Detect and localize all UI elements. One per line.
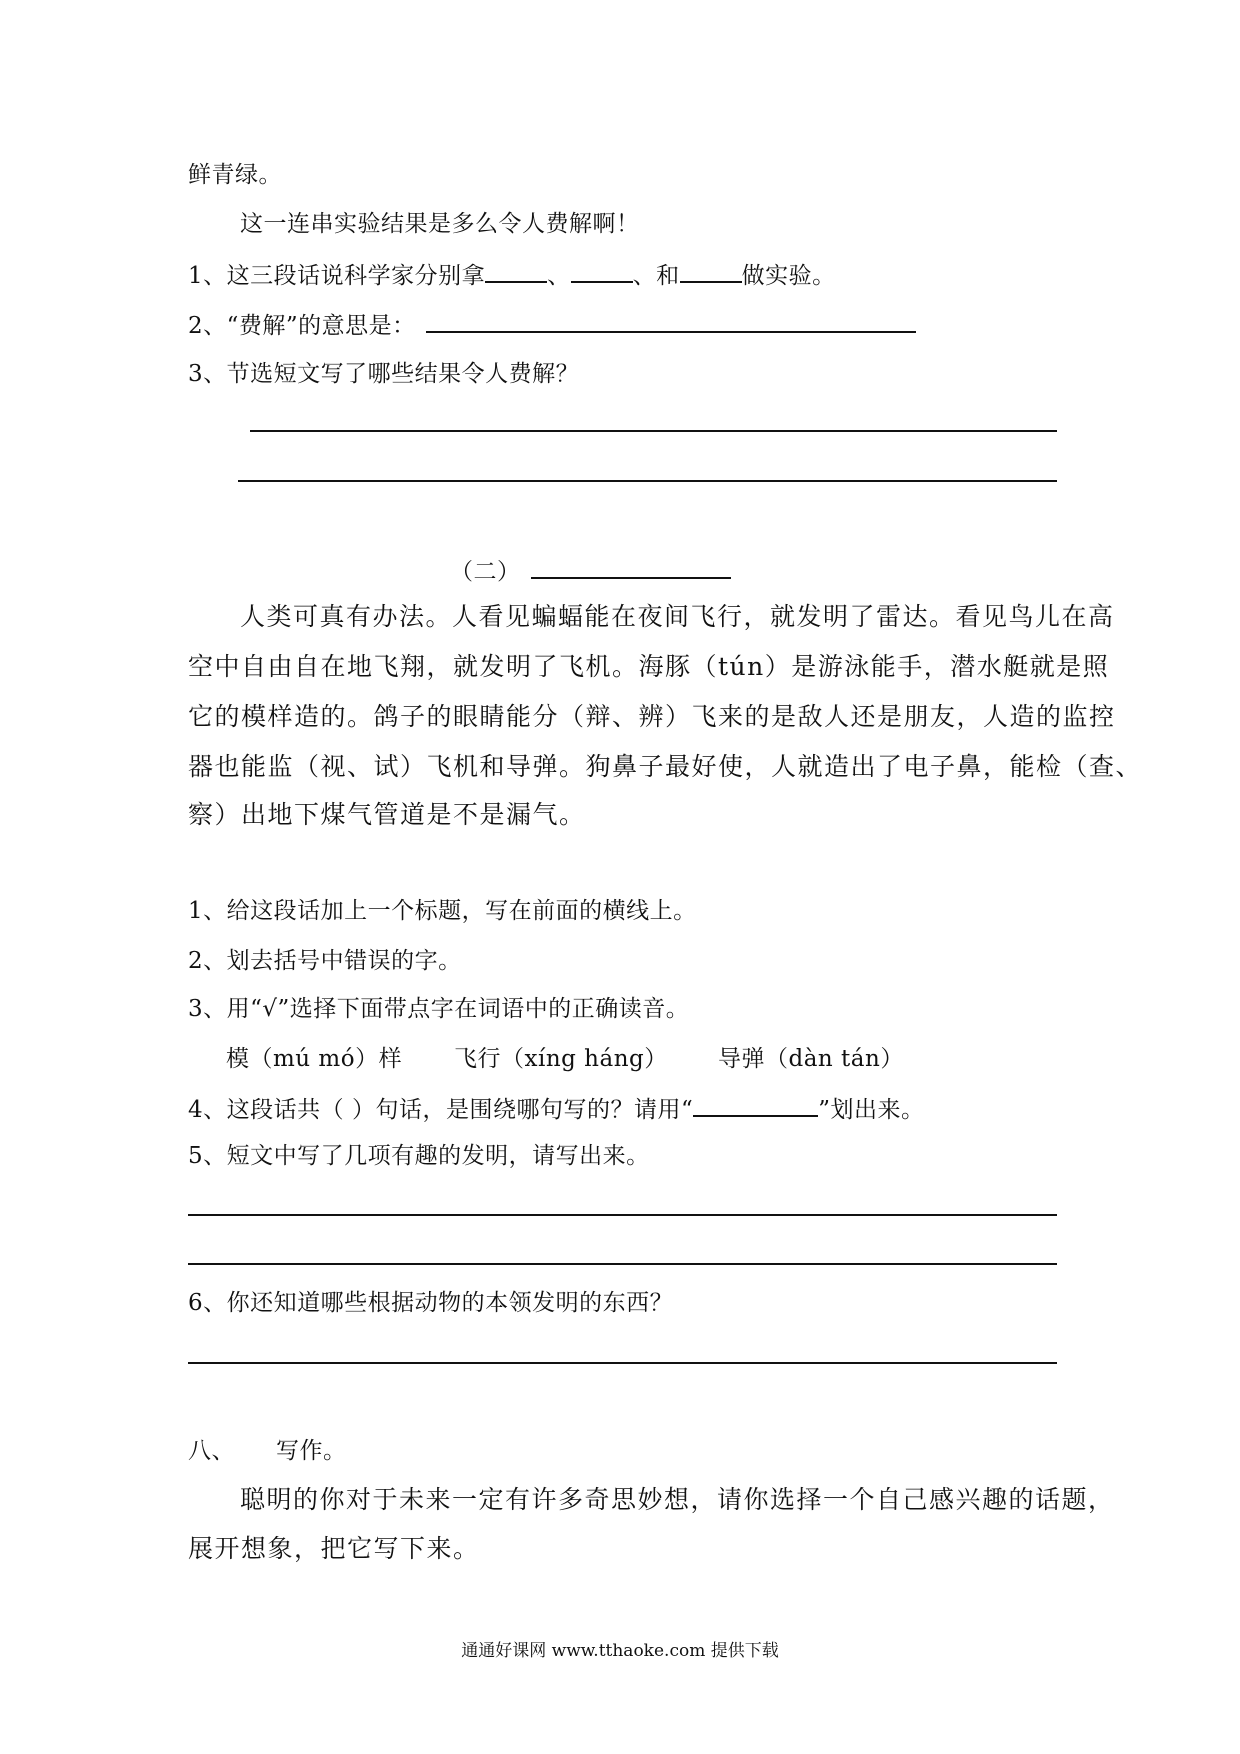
section3-number: 八、 xyxy=(188,1438,235,1464)
question-3: 3、节选短文写了哪些结果令人费解？ xyxy=(188,361,580,387)
separator: 、 xyxy=(547,263,571,289)
writing-prompt: 聪明的你对于未来一定有许多奇思妙想，请你选择一个自己感兴趣的话题， xyxy=(240,1485,1115,1514)
footer-text: 通通好课网 www.tthaoke.com 提供下载 xyxy=(461,1641,779,1661)
answer-blank[interactable] xyxy=(426,309,916,333)
separator: 、和 xyxy=(632,263,680,289)
question-1-tail: 做实验。 xyxy=(741,263,836,289)
answer-line[interactable] xyxy=(188,1263,1057,1265)
question-5: 5、短文中写了几项有趣的发明，请写出来。 xyxy=(188,1143,650,1169)
section3-title: 写作。 xyxy=(276,1438,347,1464)
passage-line: 察）出地下煤气管道是不是漏气。 xyxy=(188,800,586,829)
question-2: 2、划去括号中错误的字。 xyxy=(188,948,462,974)
answer-line[interactable] xyxy=(188,1362,1057,1364)
question-1 xyxy=(188,259,836,291)
underline-sample xyxy=(693,1093,818,1117)
question-4-tail: ”划出来。 xyxy=(818,1097,925,1123)
passage-line: 空中自由自在地飞翔，就发明了飞机。海豚（tún）是游泳能手，潜水艇就是照 xyxy=(188,652,1110,681)
answer-blank[interactable] xyxy=(485,259,547,283)
section2-heading xyxy=(450,555,731,587)
question-2-text: 2、“费解”的意思是： xyxy=(188,313,416,339)
question-4-text: 4、这段话共（ ）句话，是围绕哪句写的？请用“ xyxy=(188,1097,694,1123)
pinyin-option: 飞行（xíng háng） xyxy=(454,1046,668,1072)
question-3: 3、用“√”选择下面带点字在词语中的正确读音。 xyxy=(188,996,690,1022)
question-4 xyxy=(188,1093,924,1125)
pinyin-option: 导弹（dàn tán） xyxy=(718,1046,904,1072)
section2-heading-text: （二） xyxy=(450,559,521,585)
answer-line[interactable] xyxy=(238,480,1057,482)
answer-line[interactable] xyxy=(250,430,1057,432)
question-1-text: 1、这三段话说科学家分别拿 xyxy=(188,263,486,289)
pinyin-option: 模（mú mó）样 xyxy=(226,1046,403,1072)
passage-line: 人类可真有办法。人看见蝙蝠能在夜间飞行，就发明了雷达。看见鸟儿在高 xyxy=(240,602,1115,631)
line-tail: 鲜青绿。 xyxy=(188,162,282,188)
question-6: 6、你还知道哪些根据动物的本领发明的东西？ xyxy=(188,1290,674,1316)
answer-blank[interactable] xyxy=(680,259,742,283)
answer-line[interactable] xyxy=(188,1214,1057,1216)
passage-line: 它的模样造的。鸽子的眼睛能分（辩、辨）飞来的是敌人还是朋友，人造的监控 xyxy=(188,702,1116,731)
answer-blank[interactable] xyxy=(571,259,633,283)
title-blank[interactable] xyxy=(531,555,731,579)
question-1: 1、给这段话加上一个标题，写在前面的横线上。 xyxy=(188,898,697,924)
question-2 xyxy=(188,309,916,341)
section1-paragraph: 这一连串实验结果是多么令人费解啊！ xyxy=(240,211,640,237)
passage-line: 器也能监（视、试）飞机和导弹。狗鼻子最好使，人就造出了电子鼻，能检（查、 xyxy=(188,752,1143,781)
writing-prompt: 展开想象，把它写下来。 xyxy=(188,1534,480,1563)
